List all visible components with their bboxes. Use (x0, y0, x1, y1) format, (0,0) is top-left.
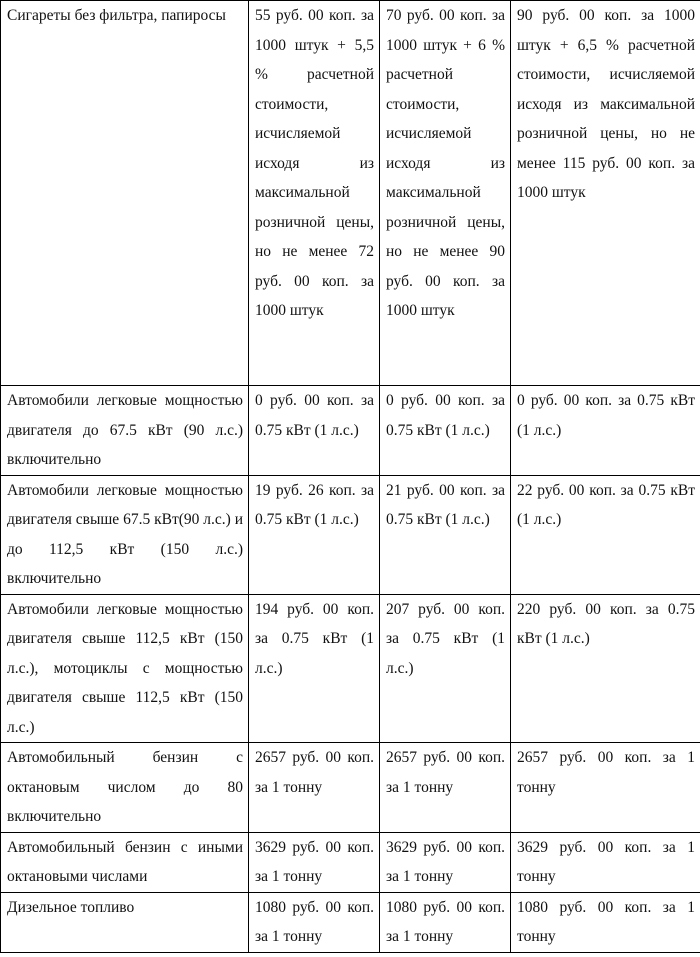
product-cell: Автомобильный бензин с иными октановыми числами (1, 832, 249, 892)
rate-cell-2: 2657 руб. 00 коп. за 1 тонну (380, 743, 511, 833)
table-row (1, 743, 700, 833)
rate-cell-3: 90 руб. 00 коп. за 1000 штук + 6,5 % расчетной стоимости, исчисляемой исходя из максимальной розничной цены, но не менее 115 руб. 00 коп. за 1000 штук (511, 1, 700, 386)
rate-cell-2: 1080 руб. 00 коп. за 1 тонну (380, 892, 511, 952)
rate-cell-1: 19 руб. 26 коп. за 0.75 кВт (1 л.с.) (249, 475, 380, 594)
rate-cell-3: 2657 руб. 00 коп. за 1 тонну (511, 743, 700, 833)
product-cell: Автомобили легковые мощностью двигателя до 67.5 кВт (90 л.с.) включительно (1, 386, 249, 476)
rate-cell-2: 21 руб. 00 коп. за 0.75 кВт (1 л.с.) (380, 475, 511, 594)
table-row (1, 475, 700, 594)
rate-cell-3: 220 руб. 00 коп. за 0.75 кВт (1 л.с.) (511, 594, 700, 743)
rate-cell-1: 2657 руб. 00 коп. за 1 тонну (249, 743, 380, 833)
product-cell: Автомобильный бензин с октановым числом до 80 включительно (1, 743, 249, 833)
rate-cell-3: 0 руб. 00 коп. за 0.75 кВт (1 л.с.) (511, 386, 700, 476)
table-row (1, 892, 700, 952)
rate-cell-1: 194 руб. 00 коп. за 0.75 кВт (1 л.с.) (249, 594, 380, 743)
rate-cell-2: 0 руб. 00 коп. за 0.75 кВт (1 л.с.) (380, 386, 511, 476)
rate-cell-3: 22 руб. 00 коп. за 0.75 кВт (1 л.с.) (511, 475, 700, 594)
product-cell: Сигареты без фильтра, папиросы (1, 1, 249, 386)
table-row (1, 1, 700, 386)
table-row (1, 386, 700, 476)
rate-cell-3: 3629 руб. 00 коп. за 1 тонну (511, 832, 700, 892)
rate-cell-3: 1080 руб. 00 коп. за 1 тонну (511, 892, 700, 952)
rate-cell-1: 0 руб. 00 коп. за 0.75 кВт (1 л.с.) (249, 386, 380, 476)
table-row (1, 832, 700, 892)
rate-cell-1: 55 руб. 00 коп. за 1000 штук + 5,5 % расчетной стоимости, исчисляемой исходя из максимальной розничной цены, но не менее 72 руб. 00 коп. за 1000 штук (249, 1, 380, 386)
product-cell: Автомобили легковые мощностью двигателя свыше 112,5 кВт (150 л.с.), мотоциклы с мощностью двигателя свыше 112,5 кВт (150 л.с.) (1, 594, 249, 743)
table-row (1, 594, 700, 743)
rate-cell-1: 1080 руб. 00 коп. за 1 тонну (249, 892, 380, 952)
rate-cell-2: 207 руб. 00 коп. за 0.75 кВт (1 л.с.) (380, 594, 511, 743)
rate-cell-1: 3629 руб. 00 коп. за 1 тонну (249, 832, 380, 892)
rate-cell-2: 3629 руб. 00 коп. за 1 тонну (380, 832, 511, 892)
product-cell: Автомобили легковые мощностью двигателя свыше 67.5 кВт(90 л.с.) и до 112,5 кВт (150 л.с.) включительно (1, 475, 249, 594)
product-cell: Дизельное топливо (1, 892, 249, 952)
rate-cell-2: 70 руб. 00 коп. за 1000 штук + 6 % расчетной стоимости, исчисляемой исходя из максимальной розничной цены, но не менее 90 руб. 00 коп. за 1000 штук (380, 1, 511, 386)
